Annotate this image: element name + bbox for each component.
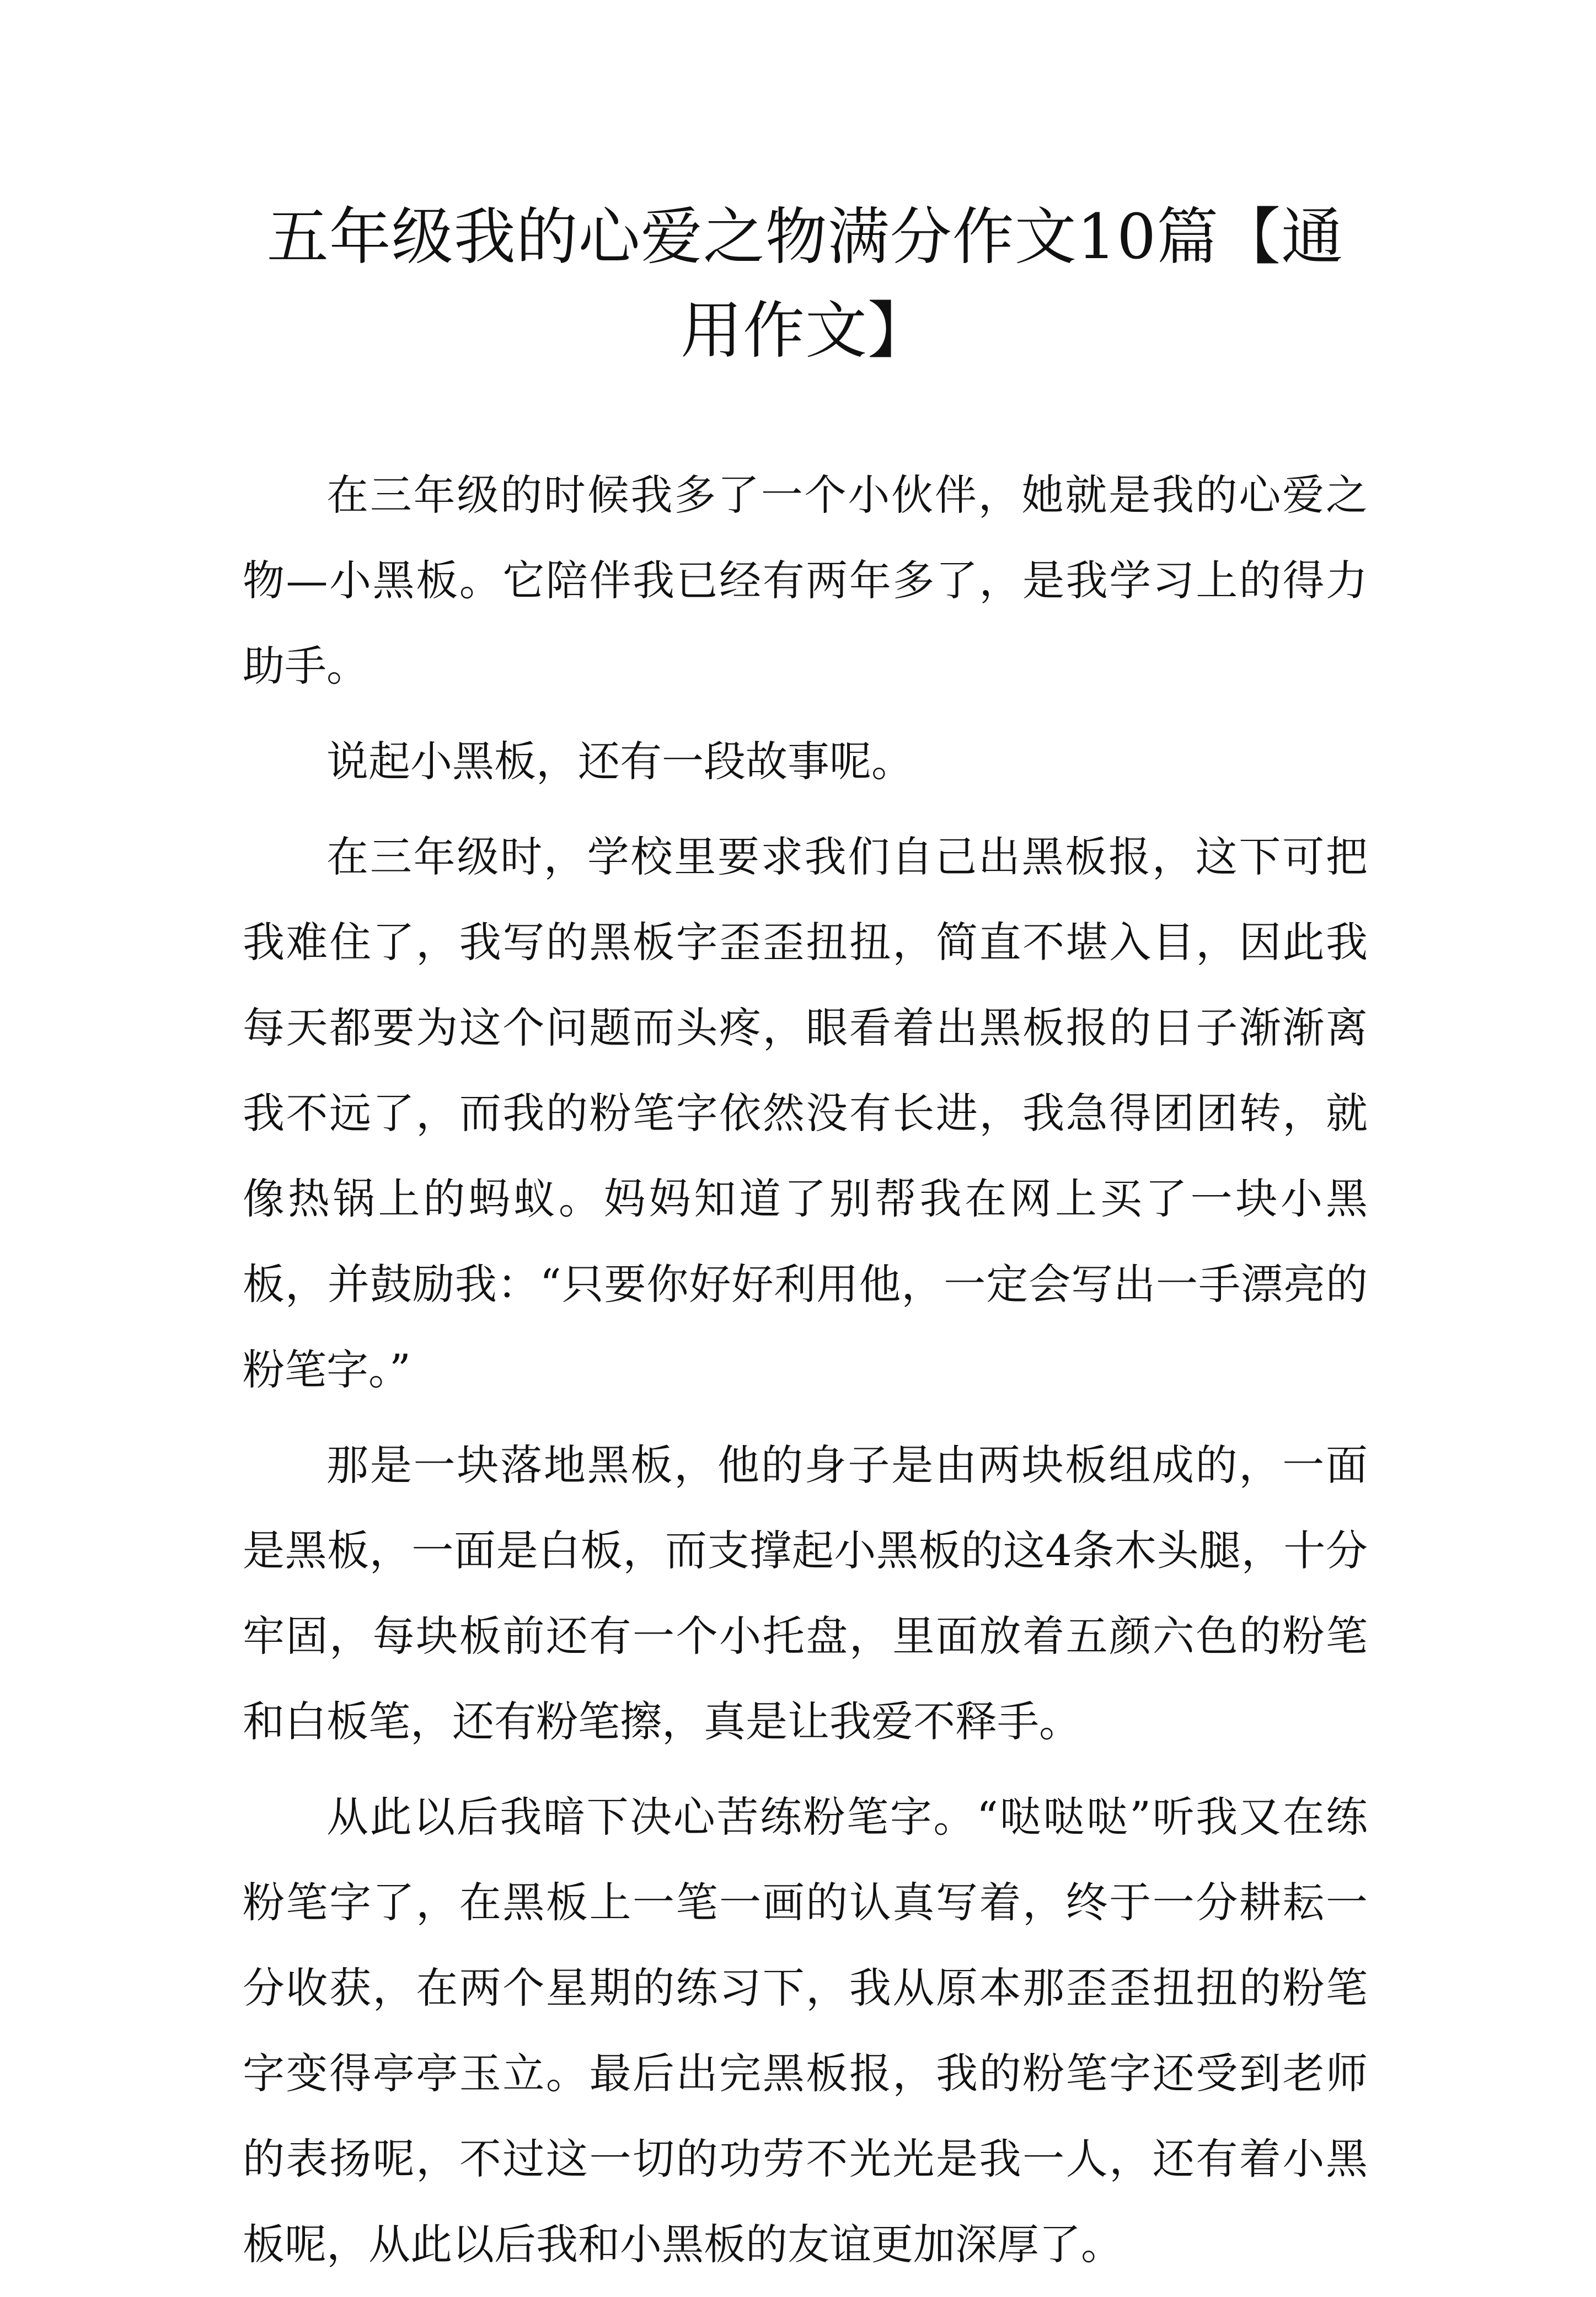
document-title: 五年级我的心爱之物满分作文10篇【通用作文】 (266, 201, 1344, 367)
paragraph-2: 说起小黑板，还有一段故事呢。 (326, 737, 913, 786)
paragraph-3: 在三年级时，学校里要求我们自己出黑板报，这下可把我难住了，我写的黑板字歪歪扭扭，简直不堪入目，因此我每天都要为这个问题而头疼，眼看着出黑板报的日子渐渐离我不远了，而我的粉笔字依然没有长进，我急得团团转，就像热锅上的蚂蚁。妈妈知道了别帮我在网上买了一块小黑板，并鼓励我：“只要你好好利用他，一定会写出一手漂亮的粉笔字。” (243, 832, 1368, 1394)
paragraph-5: 从此以后我暗下决心苦练粉笔字。“哒哒哒”听我又在练粉笔字了，在黑板上一笔一画的认真写着，终于一分耕耘一分收获，在两个星期的练习下，我从原本那歪歪扭扭的粉笔字变得亭亭玉立。最后出完黑板报，我的粉笔字还受到老师的表扬呢，不过这一切的功劳不光光是我一人，还有着小黑板呢，从此以后我和小黑板的友谊更加深厚了。 (243, 1792, 1368, 2269)
document-body (243, 452, 1368, 2297)
paragraph-1: 在三年级的时候我多了一个小伙伴，她就是我的心爱之物—小黑板。它陪伴我已经有两年多了，是我学习上的得力助手。 (243, 470, 1368, 690)
paragraph-4: 那是一块落地黑板，他的身子是由两块板组成的，一面是黑板，一面是白板，而支撑起小黑板的这4条木头腿，十分牢固，每块板前还有一个小托盘，里面放着五颜六色的粉笔和白板笔，还有粉笔擦，真是让我爱不释手。 (243, 1441, 1368, 1746)
